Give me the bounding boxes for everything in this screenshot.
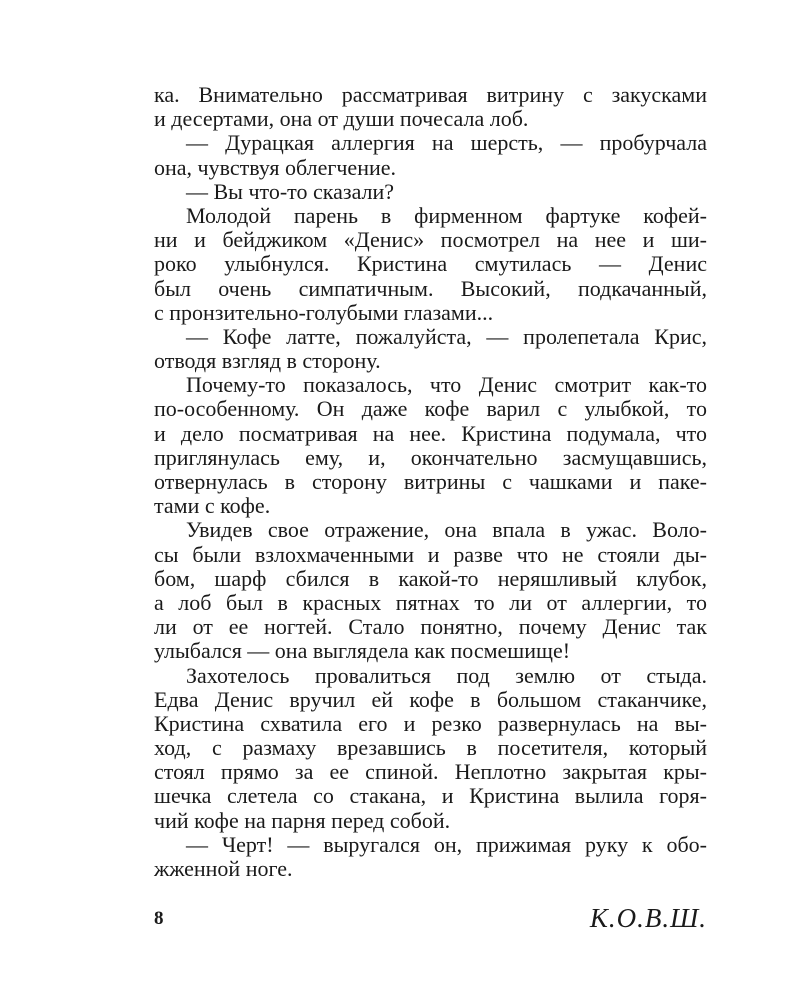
text-line: жженной ноге. bbox=[154, 856, 293, 881]
text-line: Кристина схватила его и резко развернулась на вы- bbox=[154, 710, 707, 736]
text-line: она, чувствуя облегчение. bbox=[154, 154, 396, 180]
text-line: Увидев свое отражение, она впала в ужас. Воло- bbox=[186, 517, 707, 543]
text-line: стоял прямо за ее спиной. Неплотно закрытая кры- bbox=[154, 759, 707, 785]
text-line: а лоб был в красных пятнах то ли от аллергии, то bbox=[154, 589, 707, 615]
text-line: сы были взлохмаченными и разве что не стояли ды- bbox=[154, 541, 707, 567]
text-line: — Дурацкая аллергия на шерсть, — пробурчала bbox=[186, 130, 707, 156]
text-line: — Вы что-то сказали? bbox=[186, 178, 395, 204]
text-line: ка. Внимательно рассматривая витрину с закусками bbox=[154, 82, 707, 107]
text-line: ход, с размаху врезавшись в посетителя, который bbox=[154, 735, 707, 761]
text-line: чий кофе на парня перед собой. bbox=[154, 807, 451, 833]
running-head: К.О.В.Ш. bbox=[589, 903, 707, 933]
text-line: Захотелось провалиться под землю от стыда. bbox=[186, 662, 707, 688]
body-text bbox=[154, 83, 707, 881]
page-number: 8 bbox=[154, 908, 164, 929]
text-line: Почему-то показалось, что Денис смотрит как-то bbox=[186, 372, 707, 398]
text-line: Молодой парень в фирменном фартуке кофей- bbox=[186, 202, 707, 228]
text-line: отводя взгляд в сторону. bbox=[154, 348, 381, 374]
text-line: был очень симпатичным. Высокий, подкачанный, bbox=[154, 275, 707, 301]
text-line: — Кофе латте, пожалуйста, — пролепетала Крис, bbox=[186, 323, 707, 349]
text-line: ли от ее ногтей. Стало понятно, почему Денис так bbox=[154, 614, 707, 640]
text-line: — Черт! — выругался он, прижимая руку к обо- bbox=[186, 831, 707, 857]
text-line: с пронзительно-голубыми глазами... bbox=[154, 299, 494, 325]
text-line: улыбался — она выглядела как посмешище! bbox=[154, 638, 571, 664]
text-line: приглянулась ему, и, окончательно засмущавшись, bbox=[154, 444, 707, 470]
text-line: шечка слетела со стакана, и Кристина вылила горя- bbox=[154, 783, 707, 809]
text-line: ни и бейджиком «Денис» посмотрел на нее и ши- bbox=[154, 227, 707, 253]
text-line: тами с кофе. bbox=[154, 493, 271, 519]
text-line: роко улыбнулся. Кристина смутилась — Денис bbox=[154, 251, 707, 277]
text-line: по-особенному. Он даже кофе варил с улыбкой, то bbox=[154, 396, 707, 422]
text-line: отвернулась в сторону витрины с чашками и паке- bbox=[154, 469, 707, 494]
text-line: бом, шарф сбился в какой-то неряшливый клубок, bbox=[154, 565, 707, 591]
text-line: Едва Денис вручил ей кофе в большом стаканчике, bbox=[154, 686, 707, 712]
text-line: и дело посматривая на нее. Кристина подумала, что bbox=[154, 420, 707, 446]
text-line: и десертами, она от души почесала лоб. bbox=[154, 106, 529, 132]
